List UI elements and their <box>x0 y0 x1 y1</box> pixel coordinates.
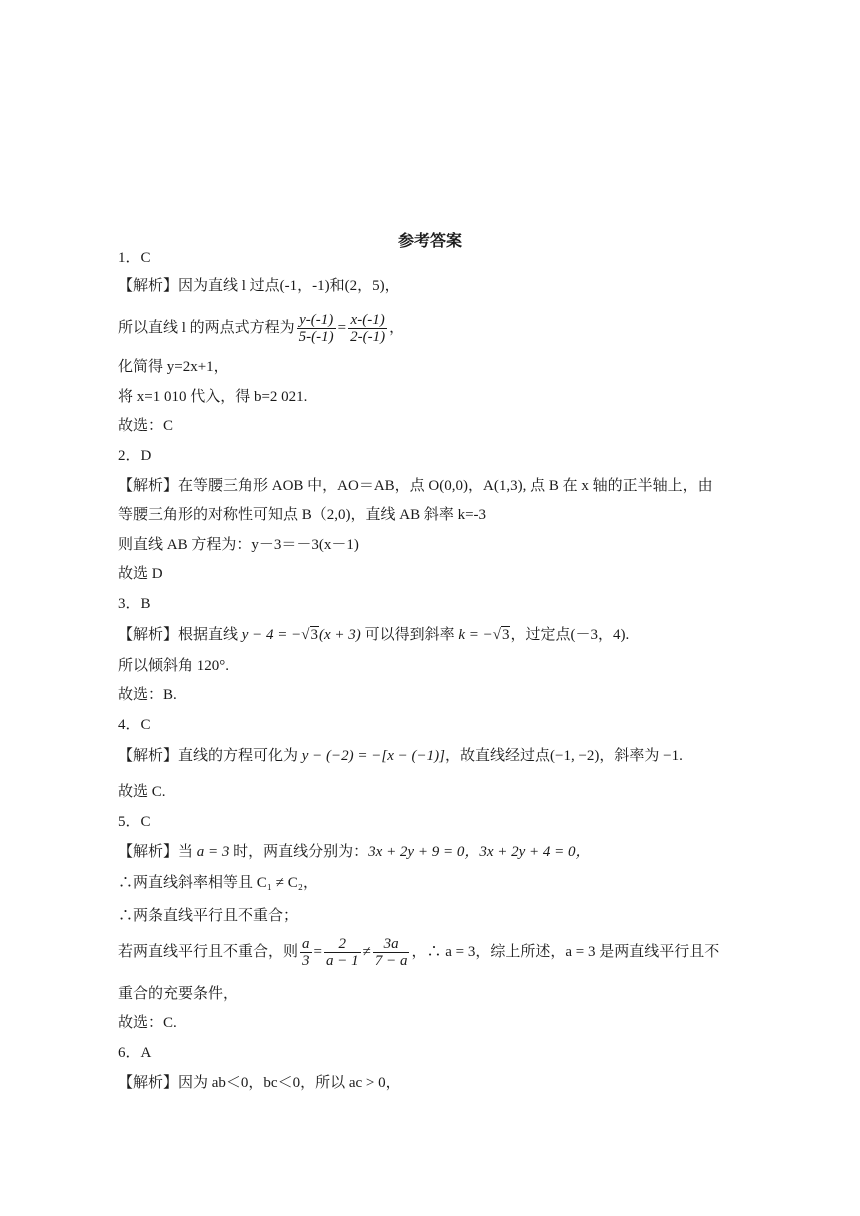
q5-explanation-line-2: ∴两直线斜率相等且 C₁ ≠ C₂， <box>118 875 318 891</box>
q5-explanation-line-5: 重合的充要条件， <box>118 986 239 1002</box>
question-4-answer: 4．C <box>118 717 151 733</box>
question-5-answer: 5．C <box>118 814 151 830</box>
q4-choice: 故选 C. <box>118 784 166 800</box>
question-2-answer: 2．D <box>118 448 152 464</box>
q1-explanation-line-2: 所以直线 l 的两点式方程为 $\frac{y-(-1)}{5-(-1)}$ = $\frac{x-(-1)}{2-(-1)}$ ， <box>118 312 405 345</box>
q3-choice: 故选：B. <box>118 687 177 703</box>
q5-explanation-line-1: 【解析】当 a = 3 时，两直线分别为：3x + 2y + 9 = 0，3x + 2y + 4 = 0， <box>118 844 591 860</box>
fraction: $\frac{2}{a - 1}$ <box>325 936 359 969</box>
q5-explanation-line-4: 若两直线平行且不重合，则 $\frac{a}{3}$ = $\frac{2}{a - 1}$ ≠ $\frac{3a}{7 - a}$ ，∴ a = 3，综上所述，a = 3 是两直线平行且不 <box>118 936 720 969</box>
q3-explanation-line-1: 【解析】根据直线 y − 4 = −√3(x + 3) 可以得到斜率 k = −√3，过定点(－3，4). <box>118 627 630 643</box>
page-title: 参考答案 <box>397 231 462 250</box>
fraction: $\frac{y-(-1)}{5-(-1)}$ <box>298 312 334 345</box>
fraction: $\frac{a}{3}$ <box>302 936 310 969</box>
q1-choice: 故选：C <box>118 418 174 434</box>
q5-choice: 故选：C. <box>118 1015 177 1031</box>
q1-explanation-line-4: 将 x=1 010 代入，得 b=2 021. <box>118 389 308 405</box>
fraction: $\frac{x-(-1)}{2-(-1)}$ <box>350 312 386 345</box>
q3-explanation-line-2: 所以倾斜角 120°. <box>118 658 229 674</box>
q2-explanation-line-1: 【解析】在等腰三角形 AOB 中，AO＝AB，点 O(0,0)，A(1,3), 点 B 在 x 轴的正半轴上，由 <box>118 478 713 494</box>
q1-explanation-line-1: 【解析】因为直线 l 过点(-1，-1)和(2，5)， <box>118 278 400 294</box>
q5-explanation-line-3: ∴两条直线平行且不重合； <box>118 908 299 924</box>
q4-explanation-line-1: 【解析】直线的方程可化为 y − (−2) = −[x − (−1)]，故直线经过点(−1, −2)，斜率为 −1. <box>118 748 683 764</box>
q1-explanation-line-3: 化简得 y=2x+1， <box>118 359 229 375</box>
question-3-answer: 3．B <box>118 596 151 612</box>
q6-explanation-line-1: 【解析】因为 ab＜0，bc＜0，所以 ac > 0， <box>118 1075 401 1091</box>
q2-explanation-line-3: 则直线 AB 方程为：y－3＝－3(x－1) <box>118 537 359 553</box>
fraction: $\frac{3a}{7 - a}$ <box>374 936 408 969</box>
q2-choice: 故选 D <box>118 566 163 582</box>
question-1-answer: 1．C <box>118 250 151 266</box>
q2-explanation-line-2: 等腰三角形的对称性可知点 B（2,0)，直线 AB 斜率 k=-3 <box>118 507 487 523</box>
question-6-answer: 6．A <box>118 1045 152 1061</box>
